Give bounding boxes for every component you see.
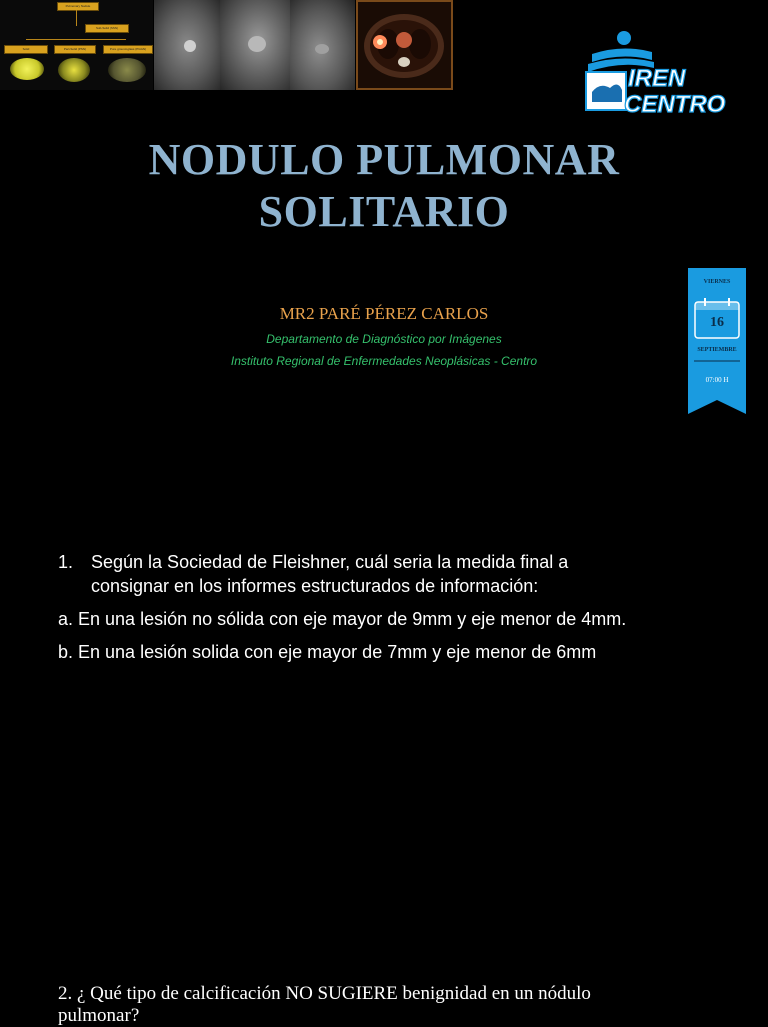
flowchart-leaf-label: Pure ground-glass (PGGN) bbox=[109, 47, 147, 51]
flowchart-leaf-box bbox=[54, 45, 96, 54]
flowchart-branch-box bbox=[85, 24, 129, 33]
question-2-line-1: 2. ¿ Qué tipo de calcificación NO SUGIERE benignidad en un nódulo bbox=[58, 983, 591, 1004]
ct-scan-image bbox=[154, 0, 220, 90]
ct-scan-image bbox=[290, 0, 355, 90]
pet-ct-image bbox=[356, 0, 453, 90]
question-1-line-1: Según la Sociedad de Fleishner, cuál seria la medida final a bbox=[91, 552, 569, 572]
question-2 bbox=[58, 983, 718, 1027]
question-1-line-2: consignar en los informes estructurados de información: bbox=[91, 576, 539, 596]
question-1-option-b: b. En una lesión solida con eje mayor de 7mm y eje menor de 6mm bbox=[58, 642, 597, 662]
date-ribbon bbox=[688, 268, 746, 414]
flowchart-leaf-box bbox=[4, 45, 48, 54]
part-solid-nodule-image bbox=[58, 58, 90, 82]
question-1-number: 1. bbox=[58, 552, 74, 572]
iren-centro-logo bbox=[582, 30, 738, 116]
flowchart-connector bbox=[76, 10, 77, 26]
question-1-option-a: a. En una lesión no sólida con eje mayor de 9mm y eje menor de 4mm. bbox=[58, 609, 627, 629]
flowchart-leaf-label: Part-Solid (PSN) bbox=[63, 47, 87, 51]
slide-title bbox=[0, 134, 768, 238]
logo-text-line1: IREN bbox=[628, 65, 686, 92]
flowchart-branch-label: Sub-Solid (SSN) bbox=[95, 26, 118, 30]
flowchart-connector bbox=[26, 39, 126, 40]
flowchart-leaf-label: Solid bbox=[22, 47, 30, 51]
logo-graphic bbox=[582, 30, 738, 116]
author-name: MR2 PARÉ PÉREZ CARLOS bbox=[279, 304, 489, 323]
nodule-marker bbox=[184, 40, 196, 52]
title-line-2: SOLITARIO bbox=[258, 187, 510, 236]
nodule-marker bbox=[248, 36, 266, 52]
flowchart-root-box bbox=[57, 2, 99, 11]
flowchart-thumbnail bbox=[0, 0, 153, 90]
ribbon-background bbox=[688, 268, 746, 414]
nodule-marker bbox=[315, 44, 329, 54]
ground-glass-nodule-image bbox=[108, 58, 146, 82]
calendar-day: 16 bbox=[710, 315, 724, 330]
question-1 bbox=[58, 550, 718, 598]
pet-ct-drawing bbox=[358, 2, 451, 88]
institute-name: Instituto Regional de Enfermedades Neoplásicas - Centro bbox=[230, 354, 538, 368]
solid-nodule-image bbox=[10, 58, 44, 80]
department-name: Departamento de Diagnóstico por Imágenes bbox=[266, 332, 502, 346]
ct-scan-image bbox=[220, 0, 290, 90]
flowchart-root-label: Pulmonary Nodule bbox=[65, 4, 91, 8]
title-line-1: NODULO PULMONAR bbox=[148, 135, 620, 184]
logo-text-line2: CENTRO bbox=[624, 91, 726, 116]
calendar-weekday: VIERNES bbox=[703, 279, 731, 285]
question-2-line-2: pulmonar? bbox=[58, 1005, 140, 1026]
calendar-time: 07:00 H bbox=[705, 376, 729, 384]
calendar-month: SEPTIEMBRE bbox=[697, 347, 737, 353]
flowchart-leaf-box bbox=[103, 45, 153, 54]
